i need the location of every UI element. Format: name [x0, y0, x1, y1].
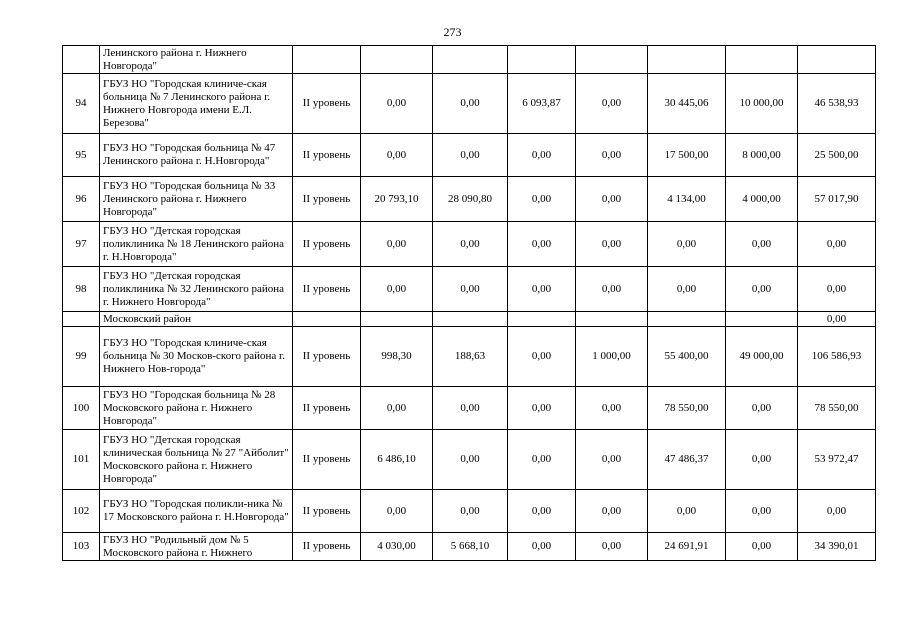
value-cell: 0,00 [576, 74, 648, 134]
value-cell: 0,00 [508, 327, 576, 387]
level-cell: II уровень [293, 327, 361, 387]
value-cell: 47 486,37 [648, 430, 726, 490]
value-cell: 17 500,00 [648, 134, 726, 177]
row-number: 95 [63, 134, 100, 177]
value-cell: 0,00 [508, 134, 576, 177]
value-cell: 0,00 [576, 533, 648, 561]
table-row [63, 267, 876, 312]
total-cell: 57 017,90 [798, 177, 876, 222]
value-cell: 0,00 [433, 222, 508, 267]
value-cell: 55 400,00 [648, 327, 726, 387]
value-cell: 20 793,10 [361, 177, 433, 222]
value-cell: 188,63 [433, 327, 508, 387]
level-cell: II уровень [293, 222, 361, 267]
value-cell: 0,00 [726, 222, 798, 267]
level-cell: II уровень [293, 430, 361, 490]
value-cell: 1 000,00 [576, 327, 648, 387]
value-cell [508, 46, 576, 74]
row-number: 96 [63, 177, 100, 222]
value-cell [726, 312, 798, 327]
value-cell: 0,00 [361, 134, 433, 177]
value-cell [726, 46, 798, 74]
institution-name: ГБУЗ НО "Городская больница № 28 Московского района г. Нижнего Новгорода" [100, 387, 293, 430]
value-cell: 5 668,10 [433, 533, 508, 561]
value-cell: 0,00 [576, 490, 648, 533]
total-cell: 0,00 [798, 312, 876, 327]
institution-name: ГБУЗ НО "Городская поликли-ника № 17 Московского района г. Н.Новгорода" [100, 490, 293, 533]
value-cell [361, 46, 433, 74]
value-cell: 0,00 [433, 134, 508, 177]
table-row [63, 490, 876, 533]
level-cell: II уровень [293, 387, 361, 430]
value-cell [576, 46, 648, 74]
institution-name: ГБУЗ НО "Родильный дом № 5 Московского района г. Нижнего [100, 533, 293, 561]
value-cell: 0,00 [508, 177, 576, 222]
value-cell: 28 090,80 [433, 177, 508, 222]
row-number: 97 [63, 222, 100, 267]
value-cell: 0,00 [726, 533, 798, 561]
value-cell [576, 312, 648, 327]
value-cell: 0,00 [508, 222, 576, 267]
value-cell: 0,00 [433, 430, 508, 490]
institution-name: ГБУЗ НО "Детская городская поликлиника № 32 Ленинского района г. Нижнего Новгорода" [100, 267, 293, 312]
value-cell [648, 46, 726, 74]
row-number: 100 [63, 387, 100, 430]
total-cell: 0,00 [798, 490, 876, 533]
level-cell: II уровень [293, 177, 361, 222]
institution-name: ГБУЗ НО "Детская городская клиническая больница № 27 "Айболит" Московского района г. Нижнего Новгорода" [100, 430, 293, 490]
value-cell: 0,00 [508, 430, 576, 490]
total-cell: 25 500,00 [798, 134, 876, 177]
table-row [63, 222, 876, 267]
value-cell: 0,00 [433, 267, 508, 312]
value-cell: 0,00 [361, 267, 433, 312]
value-cell [433, 312, 508, 327]
total-cell: 53 972,47 [798, 430, 876, 490]
page-number: 273 [443, 25, 462, 39]
value-cell: 0,00 [508, 387, 576, 430]
value-cell: 0,00 [361, 490, 433, 533]
value-cell: 0,00 [433, 74, 508, 134]
table-row [63, 387, 876, 430]
value-cell: 6 486,10 [361, 430, 433, 490]
value-cell [361, 312, 433, 327]
value-cell [433, 46, 508, 74]
level-cell [293, 46, 361, 74]
table-row [63, 430, 876, 490]
value-cell: 30 445,06 [648, 74, 726, 134]
value-cell: 24 691,91 [648, 533, 726, 561]
section-title: Московский район [100, 312, 293, 327]
row-number: 94 [63, 74, 100, 134]
level-cell: II уровень [293, 74, 361, 134]
value-cell: 49 000,00 [726, 327, 798, 387]
institution-name: ГБУЗ НО "Городская клиниче-ская больница № 7 Ленинского района г. Нижнего Новгорода имени Е.Л. Березова" [100, 74, 293, 134]
value-cell: 0,00 [576, 267, 648, 312]
row-number: 102 [63, 490, 100, 533]
row-number: 98 [63, 267, 100, 312]
value-cell: 0,00 [433, 387, 508, 430]
value-cell: 0,00 [361, 387, 433, 430]
value-cell: 0,00 [726, 387, 798, 430]
table-row [63, 46, 876, 74]
value-cell: 0,00 [508, 267, 576, 312]
value-cell: 0,00 [576, 222, 648, 267]
table-row [63, 327, 876, 387]
total-cell: 78 550,00 [798, 387, 876, 430]
value-cell: 0,00 [726, 490, 798, 533]
row-number: 101 [63, 430, 100, 490]
value-cell: 0,00 [576, 387, 648, 430]
row-number [63, 46, 100, 74]
value-cell: 10 000,00 [726, 74, 798, 134]
total-cell: 106 586,93 [798, 327, 876, 387]
value-cell: 6 093,87 [508, 74, 576, 134]
value-cell: 78 550,00 [648, 387, 726, 430]
row-number [63, 312, 100, 327]
value-cell: 0,00 [361, 222, 433, 267]
section-row [63, 312, 876, 327]
value-cell: 0,00 [576, 177, 648, 222]
level-cell: II уровень [293, 490, 361, 533]
value-cell: 0,00 [576, 134, 648, 177]
institution-name: Ленинского района г. Нижнего Новгорода" [100, 46, 293, 74]
institution-name: ГБУЗ НО "Городская клиниче-ская больница № 30 Москов-ского района г. Нижнего Нов-города" [100, 327, 293, 387]
total-cell: 34 390,01 [798, 533, 876, 561]
value-cell: 0,00 [726, 430, 798, 490]
value-cell: 0,00 [433, 490, 508, 533]
row-number: 99 [63, 327, 100, 387]
institution-name: ГБУЗ НО "Городская больница № 47 Ленинского района г. Н.Новгорода" [100, 134, 293, 177]
value-cell: 0,00 [648, 222, 726, 267]
level-cell [293, 312, 361, 327]
level-cell: II уровень [293, 134, 361, 177]
value-cell: 0,00 [648, 490, 726, 533]
institution-name: ГБУЗ НО "Городская больница № 33 Ленинского района г. Нижнего Новгорода" [100, 177, 293, 222]
value-cell: 998,30 [361, 327, 433, 387]
value-cell: 4 134,00 [648, 177, 726, 222]
value-cell: 0,00 [508, 533, 576, 561]
institution-name: ГБУЗ НО "Детская городская поликлиника № 18 Ленинского района г. Н.Новгорода" [100, 222, 293, 267]
value-cell: 8 000,00 [726, 134, 798, 177]
total-cell: 0,00 [798, 222, 876, 267]
value-cell: 0,00 [576, 430, 648, 490]
table-row [63, 533, 876, 561]
value-cell: 0,00 [648, 267, 726, 312]
table-row [63, 74, 876, 134]
table-row [63, 134, 876, 177]
budget-table [62, 45, 876, 561]
table-row [63, 177, 876, 222]
value-cell [648, 312, 726, 327]
value-cell: 0,00 [508, 490, 576, 533]
row-number: 103 [63, 533, 100, 561]
level-cell: II уровень [293, 267, 361, 312]
value-cell: 4 030,00 [361, 533, 433, 561]
total-cell [798, 46, 876, 74]
total-cell: 0,00 [798, 267, 876, 312]
value-cell: 0,00 [361, 74, 433, 134]
value-cell: 4 000,00 [726, 177, 798, 222]
total-cell: 46 538,93 [798, 74, 876, 134]
table-body [63, 46, 876, 561]
value-cell: 0,00 [726, 267, 798, 312]
level-cell: II уровень [293, 533, 361, 561]
value-cell [508, 312, 576, 327]
